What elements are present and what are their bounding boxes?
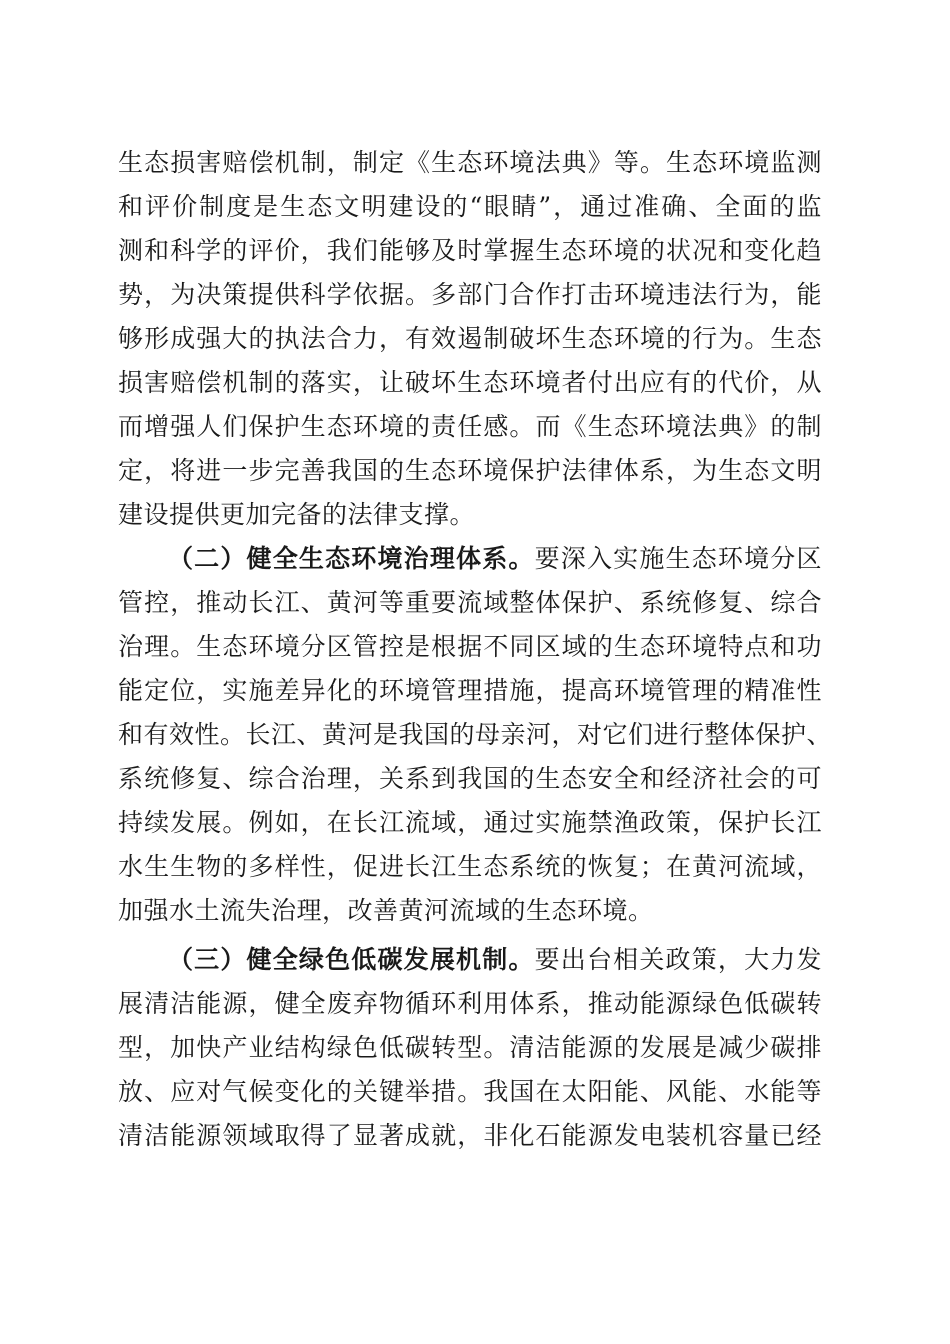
- paragraph-text: 要出台相关政策，大力发: [534, 945, 822, 974]
- paragraph-line: 损害赔偿机制的落实，让破坏生态环境者付出应有的代价，从: [118, 368, 822, 397]
- paragraph-first-line: [168, 942, 822, 978]
- paragraph-line: 定，将进一步完善我国的生态环境保护法律体系，为生态文明: [118, 456, 822, 485]
- paragraph-line: 而增强人们保护生态环境的责任感。而《生态环境法典》的制: [118, 412, 822, 441]
- paragraph-line: 测和科学的评价，我们能够及时掌握生态环境的状况和变化趋: [118, 236, 822, 265]
- section-heading: （三）健全绿色低碳发展机制。: [168, 945, 535, 974]
- paragraph-line: 治理。生态环境分区管控是根据不同区域的生态环境特点和功: [118, 632, 822, 661]
- paragraph-text: 要深入实施生态环境分区: [534, 544, 822, 573]
- paragraph-line: 加强水土流失治理，改善黄河流域的生态环境。: [118, 896, 654, 925]
- paragraph-line: 势，为决策提供科学依据。多部门合作打击环境违法行为，能: [118, 280, 822, 309]
- paragraph-line: 放、应对气候变化的关键举措。我国在太阳能、风能、水能等: [118, 1077, 822, 1106]
- paragraph-line: 和评价制度是生态文明建设的“眼睛”，通过准确、全面的监: [118, 192, 822, 221]
- paragraph-line: 和有效性。长江、黄河是我国的母亲河，对它们进行整体保护、: [118, 720, 833, 749]
- paragraph-line: 清洁能源领域取得了显著成就，非化石能源发电装机容量已经: [118, 1121, 822, 1150]
- paragraph-line: 水生生物的多样性，促进长江生态系统的恢复；在黄河流域，: [118, 852, 822, 881]
- paragraph-line: 生态损害赔偿机制，制定《生态环境法典》等。生态环境监测: [118, 148, 822, 177]
- paragraph-line: 展清洁能源，健全废弃物循环利用体系，推动能源绿色低碳转: [118, 989, 822, 1018]
- section-heading: （二）健全生态环境治理体系。: [168, 544, 535, 573]
- paragraph-line: 够形成强大的执法合力，有效遏制破坏生态环境的行为。生态: [118, 324, 822, 353]
- paragraph-line: 系统修复、综合治理，关系到我国的生态安全和经济社会的可: [118, 764, 822, 793]
- paragraph-line: 能定位，实施差异化的环境管理措施，提高环境管理的精准性: [118, 676, 822, 705]
- paragraph-line: 管控，推动长江、黄河等重要流域整体保护、系统修复、综合: [118, 588, 822, 617]
- paragraph-line: 持续发展。例如，在长江流域，通过实施禁渔政策，保护长江: [118, 808, 822, 837]
- paragraph-first-line: [168, 541, 822, 577]
- paragraph-line: 型，加快产业结构绿色低碳转型。清洁能源的发展是减少碳排: [118, 1033, 822, 1062]
- paragraph-line: 建设提供更加完备的法律支撑。: [118, 500, 476, 529]
